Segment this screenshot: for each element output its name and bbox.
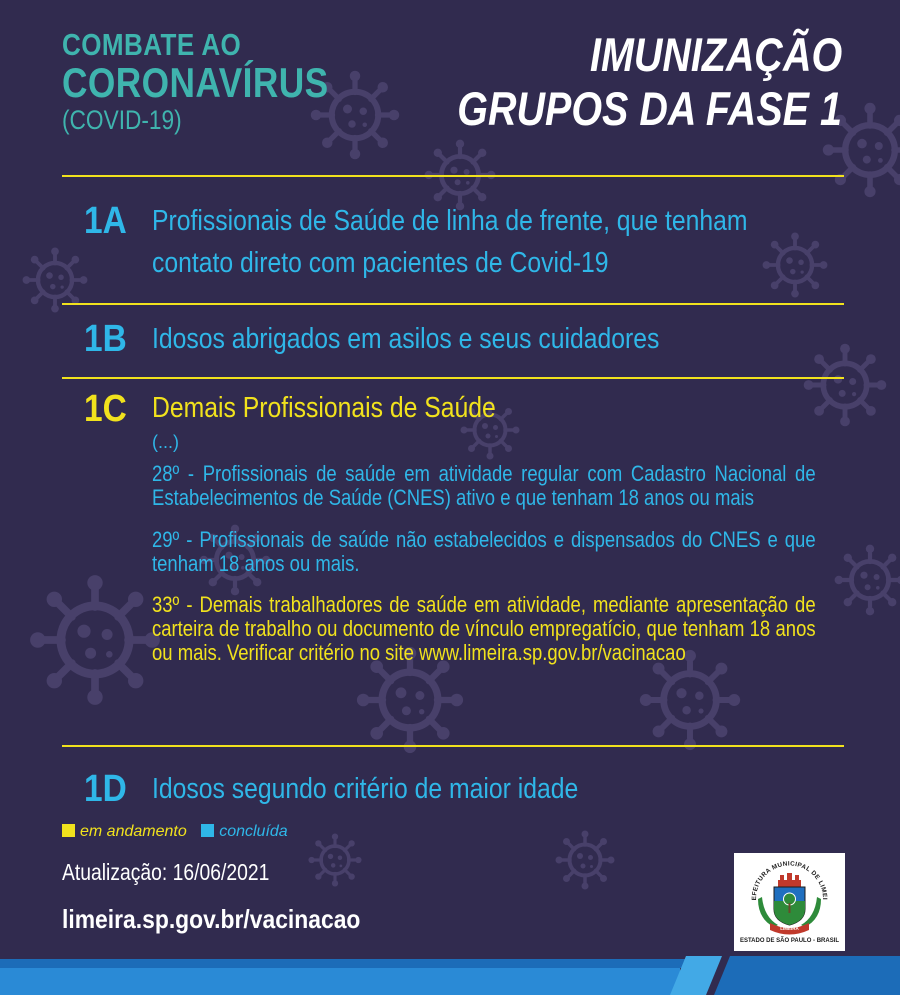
- title-line-1: IMUNIZAÇÃO: [589, 28, 842, 81]
- group-1c-code-text: 1C: [84, 388, 127, 430]
- group-1c-item-28-text: 28º - Profissionais de saúde em atividade regular com Cadastro Nacional de Estabelecimentos de Saúde (CNES) ativo e que tenham 18 anos ou mais: [152, 461, 816, 510]
- brand-line-2: CORONAVÍRUS: [62, 59, 329, 106]
- divider-top: [62, 175, 844, 177]
- website-link[interactable]: [62, 904, 401, 934]
- update-date: [62, 858, 309, 886]
- group-1c-item-33-text: 33º - Demais trabalhadores de saúde em atividade, mediante apresentação de carteira de trabalho ou documento de vínculo empregatício, que tenham 18 anos ou mais. Verificar critério no site www.limeira.sp.gov.br/vacinacao: [152, 592, 816, 665]
- group-1b-text: Idosos abrigados em asilos e seus cuidadores: [152, 323, 660, 355]
- logo-ribbon-text: LIMEIRA: [780, 926, 799, 931]
- in-progress-square-icon: [62, 824, 75, 837]
- update-date-text: Atualização: 16/06/2021: [62, 859, 270, 885]
- group-1c-item-29: [152, 528, 816, 576]
- done-square-icon: [201, 824, 214, 837]
- group-1c-ellipsis: (...): [152, 432, 179, 452]
- group-1d-code-text: 1D: [84, 768, 127, 810]
- legend-done: concluída: [219, 823, 288, 840]
- group-1c-item-28: [152, 462, 816, 510]
- group-1a-line-2: contato direto com pacientes de Covid-19: [152, 247, 609, 279]
- status-legend: [62, 822, 288, 842]
- group-1d-text: Idosos segundo critério de maior idade: [152, 773, 579, 805]
- municipal-coat-of-arms: [734, 853, 845, 951]
- group-1d-description: [152, 768, 810, 810]
- legend-in-progress: em andamento: [80, 823, 187, 840]
- group-1c-item-33: [152, 593, 816, 665]
- logo-state-text: ESTADO DE SÃO PAULO - BRASIL: [739, 938, 840, 944]
- title-line-2: GRUPOS DA FASE 1: [457, 82, 842, 135]
- group-1c-text: Demais Profissionais de Saúde: [152, 392, 496, 424]
- brand-line-1: COMBATE AO: [62, 27, 242, 62]
- divider-1c-1d: [62, 745, 844, 747]
- group-1a-code-text: 1A: [84, 200, 127, 242]
- group-1d-code: [84, 768, 133, 810]
- bottom-stripe-bar: [0, 956, 900, 995]
- divider-1a-1b: [62, 303, 844, 305]
- group-1c-code: [84, 388, 133, 430]
- group-1b-description: [152, 318, 810, 360]
- logo-arc-text: EFEITURA MUNICIPAL DE LIMEI: [750, 860, 829, 901]
- campaign-brand: [62, 28, 379, 136]
- group-1a-description: [152, 200, 810, 284]
- brand-line-3: (COVID-19): [62, 105, 182, 135]
- website-link-text[interactable]: limeira.sp.gov.br/vacinacao: [62, 904, 361, 934]
- page-title: [384, 28, 842, 136]
- coat-of-arms-icon: [734, 853, 845, 937]
- group-1a-code: [84, 200, 133, 242]
- divider-1b-1c: [62, 377, 844, 379]
- group-1b-code-text: 1B: [84, 318, 127, 360]
- group-1b-code: [84, 318, 133, 360]
- group-1c-description: [152, 388, 810, 428]
- group-1a-line-1: Profissionais de Saúde de linha de frente, que tenham: [152, 205, 748, 237]
- group-1c-item-29-text: 29º - Profissionais de saúde não estabelecidos e dispensados do CNES e que tenham 18 anos ou mais.: [152, 527, 816, 576]
